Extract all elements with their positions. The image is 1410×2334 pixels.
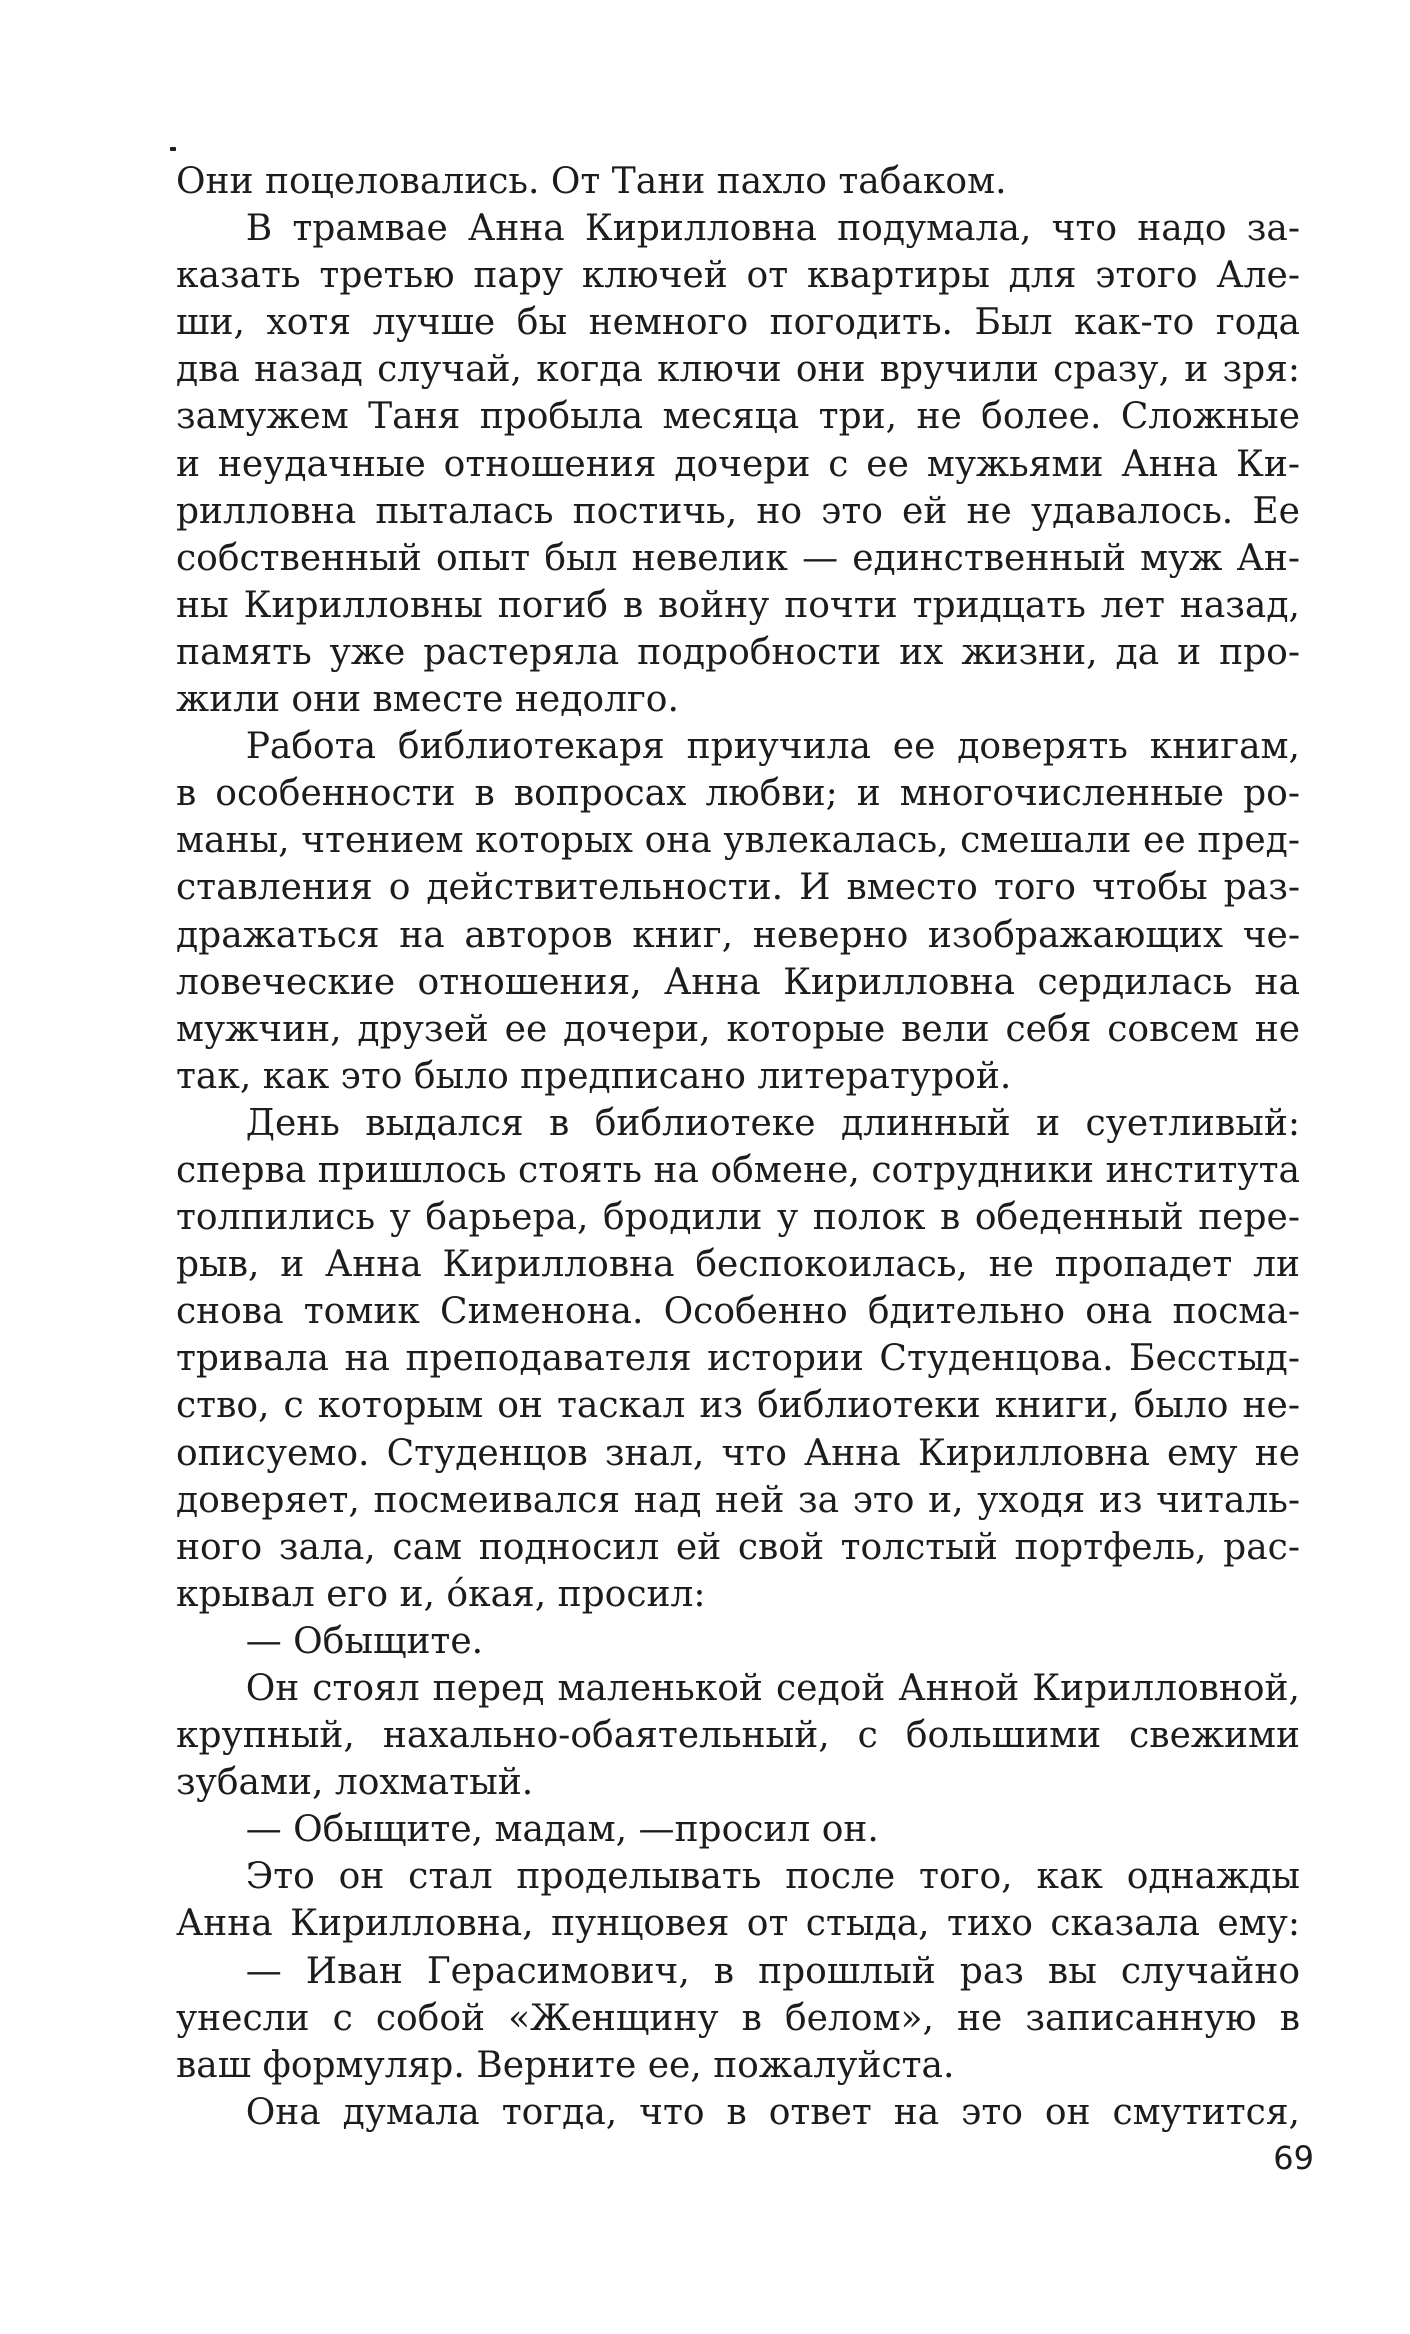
text-line: два назад случай, когда ключи они вручили сразу, и зря:	[176, 349, 1300, 391]
text-line: ваш формуляр. Верните ее, пожалуйста.	[176, 2044, 955, 2086]
text-line: крупный, нахально-обаятельный, с большими свежими	[176, 1715, 1300, 1757]
body-text	[176, 158, 1300, 2136]
text-line: снова томик Сименона. Особенно бдительно она посма-	[176, 1291, 1300, 1333]
text-line: ши, хотя лучше бы немного погодить. Был как-то года	[176, 302, 1300, 344]
text-line: доверяет, посмеивался над ней за это и, уходя из читаль-	[176, 1479, 1300, 1521]
text-line: и неудачные отношения дочери с ее мужьями Анна Ки-	[176, 443, 1300, 485]
text-line: зубами, лохматый.	[176, 1762, 534, 1804]
text-line: Это он стал проделывать после того, как однажды	[245, 1856, 1300, 1898]
text-line: — Обыщите, мадам, —просил он.	[245, 1809, 879, 1851]
text-line: в особенности в вопросах любви; и многочисленные ро-	[176, 773, 1300, 815]
text-line: так, как это было предписано литературой.	[176, 1055, 1012, 1097]
text-line: В трамвае Анна Кирилловна подумала, что надо за-	[245, 208, 1300, 250]
text-line: Она думала тогда, что в ответ на это он смутится,	[245, 2091, 1300, 2133]
text-line: — Иван Герасимович, в прошлый раз вы случайно	[245, 1950, 1300, 1992]
text-line: толпились у барьера, бродили у полок в обеденный пере-	[176, 1197, 1300, 1239]
page-number: 69	[1273, 2139, 1314, 2177]
text-line: — Обыщите.	[245, 1620, 484, 1662]
text-line: ство, с которым он таскал из библиотеки книги, было не-	[176, 1385, 1300, 1427]
text-line: Работа библиотекаря приучила ее доверять книгам,	[245, 726, 1300, 768]
text-line: маны, чтением которых она увлекалась, смешали ее пред-	[176, 820, 1300, 862]
text-line: сперва пришлось стоять на обмене, сотрудники института	[176, 1149, 1300, 1191]
text-line: День выдался в библиотеке длинный и суетливый:	[245, 1102, 1300, 1144]
text-line: ны Кирилловны погиб в войну почти тридцать лет назад,	[176, 584, 1300, 626]
text-line: рилловна пыталась постичь, но это ей не удавалось. Ее	[176, 490, 1300, 532]
text-line: память уже растеряла подробности их жизни, да и про-	[176, 631, 1300, 673]
text-line: крывал его и, о́кая, просил:	[176, 1573, 706, 1615]
print-speck	[170, 147, 176, 151]
text-line: жили они вместе недолго.	[176, 679, 679, 721]
text-line: Он стоял перед маленькой седой Анной Кирилловной,	[245, 1668, 1300, 1709]
text-line: дражаться на авторов книг, неверно изображающих че-	[176, 914, 1300, 956]
text-line: унесли с собой «Женщину в белом», не записанную в	[176, 1997, 1300, 2039]
text-line: тривала на преподавателя истории Студенцова. Бесстыд-	[176, 1338, 1300, 1380]
text-line: Анна Кирилловна, пунцовея от стыда, тихо сказала ему:	[176, 1903, 1300, 1945]
text-line: ловеческие отношения, Анна Кирилловна сердилась на	[176, 961, 1300, 1003]
text-line: замужем Таня пробыла месяца три, не более. Сложные	[176, 396, 1300, 438]
text-line: казать третью пару ключей от квартиры для этого Але-	[176, 255, 1300, 297]
text-line: мужчин, друзей ее дочери, которые вели себя совсем не	[176, 1008, 1300, 1050]
text-line: ставления о действительности. И вместо того чтобы раз-	[176, 867, 1300, 909]
text-line: ного зала, сам подносил ей свой толстый портфель, рас-	[176, 1526, 1300, 1568]
text-line: описуемо. Студенцов знал, что Анна Кирилловна ему не	[176, 1432, 1300, 1474]
text-line: рыв, и Анна Кирилловна беспокоилась, не пропадет ли	[176, 1244, 1300, 1286]
text-line: Они поцеловались. От Тани пахло табаком.	[176, 161, 1007, 202]
text-line: собственный опыт был невелик — единственный муж Ан-	[176, 537, 1300, 579]
